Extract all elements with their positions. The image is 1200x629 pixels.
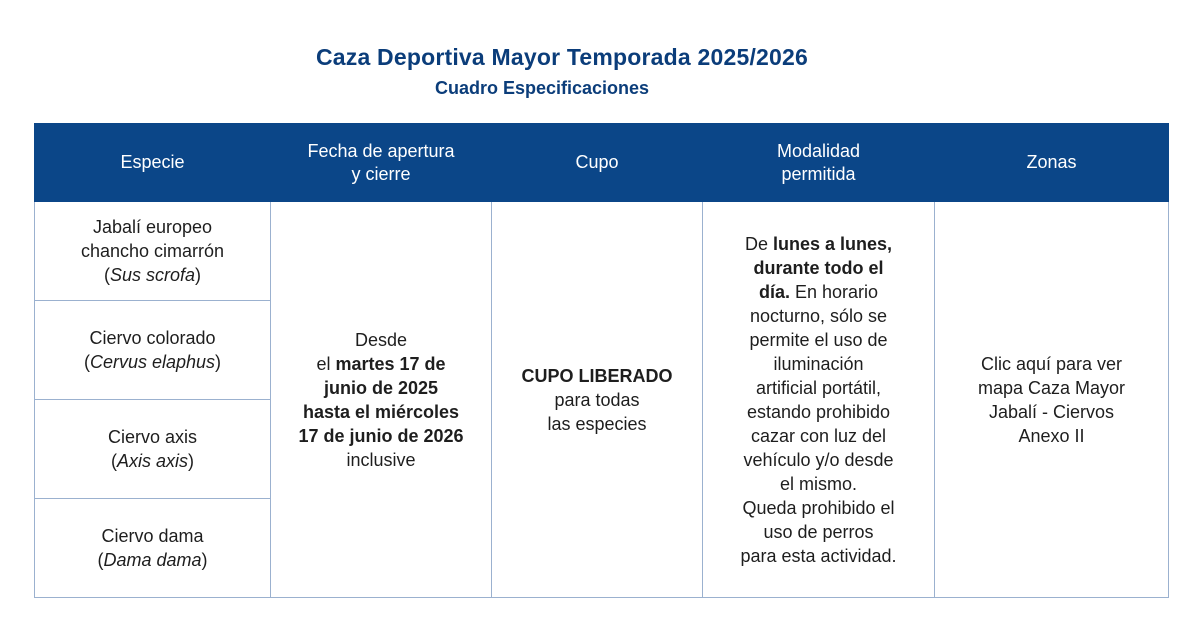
species-cell-jabali: Jabalí europeo chancho cimarrón (Sus scrofa) <box>35 202 271 301</box>
species-cell-ciervo-axis: Ciervo axis (Axis axis) <box>35 400 271 499</box>
zonas-cell[interactable] <box>935 202 1169 598</box>
species-scientific-name: Cervus elaphus <box>89 352 216 372</box>
table-header-row <box>35 124 1169 202</box>
cupo-cell: CUPO LIBERADO para todas las especies <box>492 202 703 598</box>
table-row <box>35 202 1169 301</box>
header-zonas: Zonas <box>935 124 1169 202</box>
modalidad-cell: De lunes a lunes, durante todo el día. En horario nocturno, sólo se permite el uso de iluminación artificial portátil, estando prohibido cazar con luz del vehículo y/o desde el mismo. Queda prohibido el uso de perros para esta actividad. <box>703 202 935 598</box>
species-name: Jabalí europeo <box>92 217 213 237</box>
species-cell-ciervo-colorado: Ciervo colorado (Cervus elaphus) <box>35 301 271 400</box>
zonas-map-link[interactable]: Clic aquí para ver mapa Caza Mayor Jabalí - Ciervos Anexo II <box>977 353 1126 446</box>
header-modalidad: Modalidad permitida <box>703 124 935 202</box>
page-title: Caza Deportiva Mayor Temporada 2025/2026 <box>315 44 809 70</box>
header-especie: Especie <box>35 124 271 202</box>
species-scientific-name: Axis axis <box>116 451 188 471</box>
species-scientific-name: Dama dama <box>103 550 202 570</box>
species-cell-ciervo-dama: Ciervo dama (Dama dama) <box>35 499 271 598</box>
species-name: Ciervo axis <box>107 427 198 447</box>
fecha-cell: Desde el martes 17 de junio de 2025 hasta el miércoles 17 de junio de 2026 inclusive <box>271 202 492 598</box>
header-fecha: Fecha de apertura y cierre <box>271 124 492 202</box>
species-name-alt: chancho cimarrón <box>80 241 225 261</box>
species-scientific-name: Sus scrofa <box>109 265 196 285</box>
specifications-table <box>34 123 1169 598</box>
page-subtitle: Cuadro Especificaciones <box>434 78 650 98</box>
header-cupo: Cupo <box>492 124 703 202</box>
species-name: Ciervo dama <box>101 526 204 546</box>
species-name: Ciervo colorado <box>89 328 216 348</box>
